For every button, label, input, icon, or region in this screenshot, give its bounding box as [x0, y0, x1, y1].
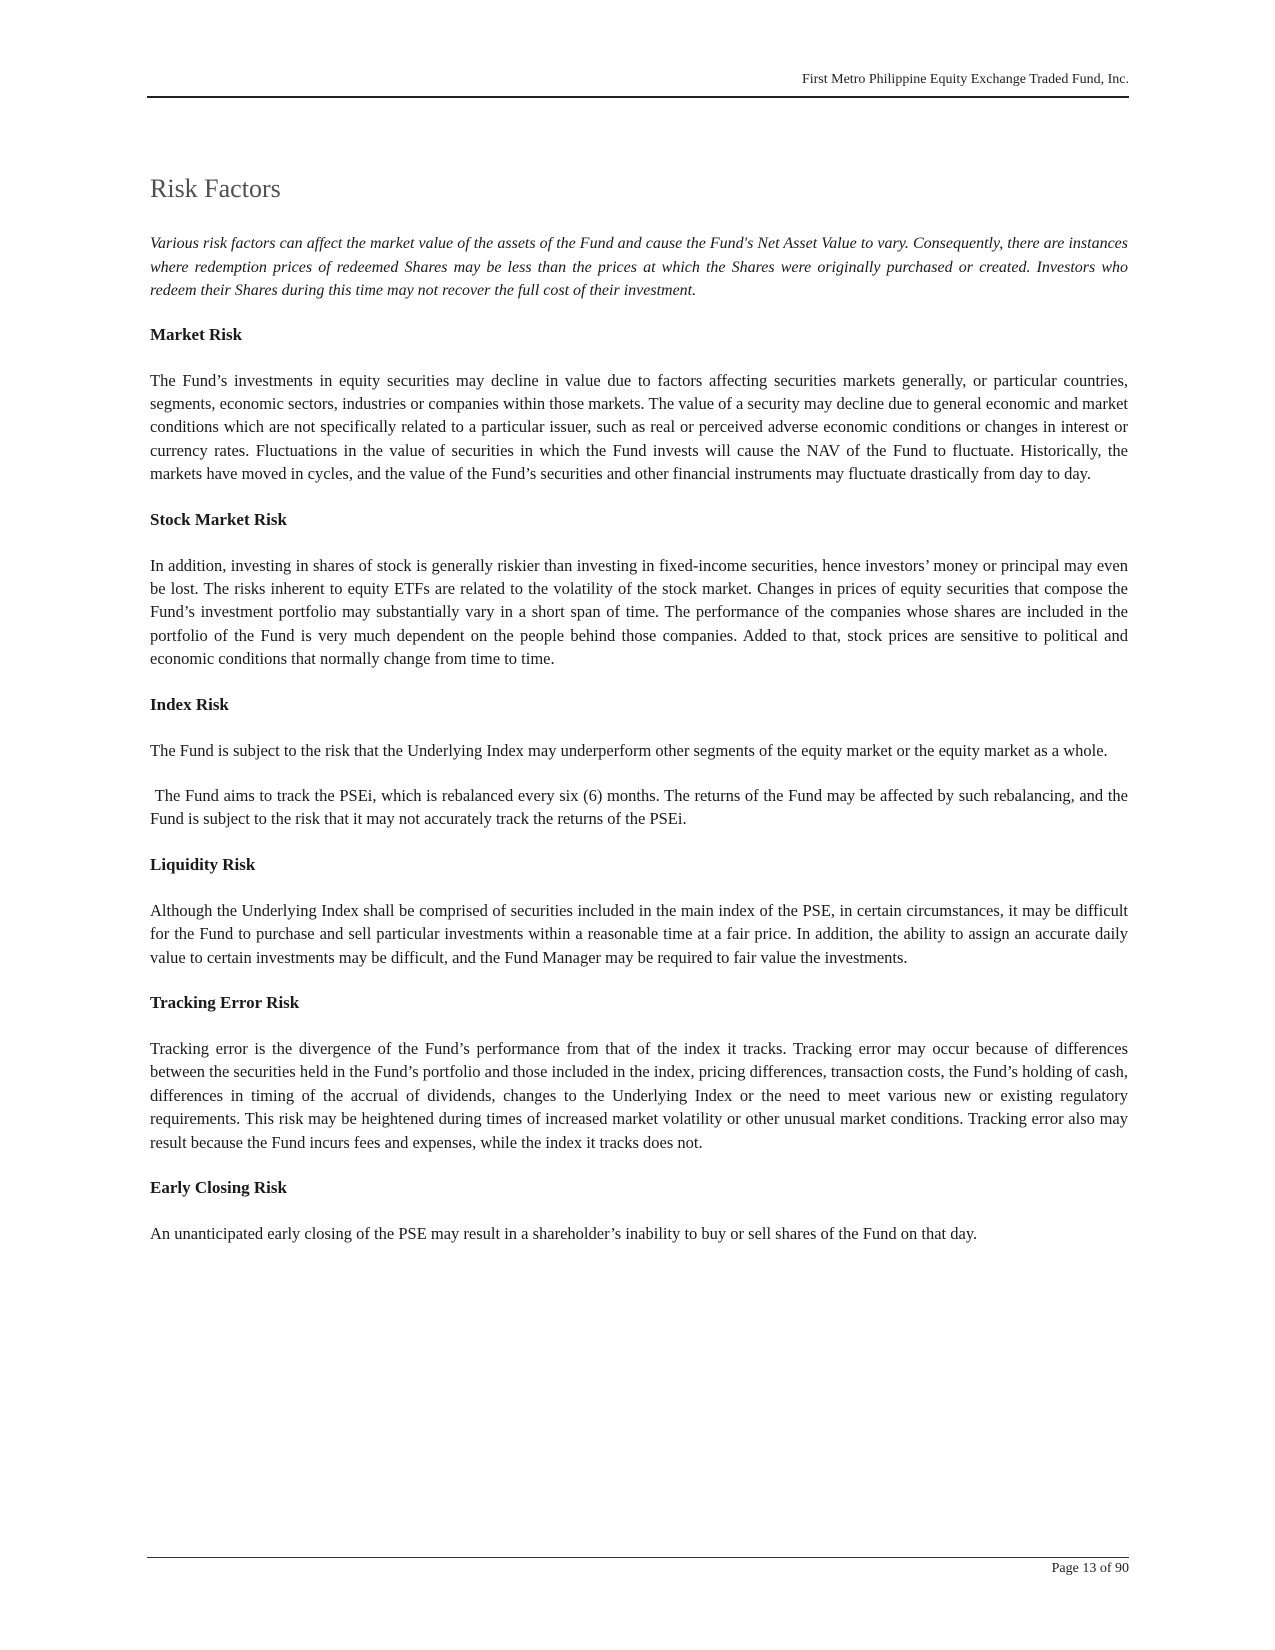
section-paragraph: Tracking error is the divergence of the Fund’s performance from that of the index it tracks. Tracking error may occur because of differences between the securities held in the Fund’s portfolio and those included in the index, pricing differences, transaction costs, the Fund’s holding of cash, differences in timing of the accrual of dividends, changes to the Underlying Index or the need to meet various new or existing regulatory requirements. This risk may be heightened during times of increased market volatility or other unusual market conditions. Tracking error also may result because the Fund incurs fees and expenses, while the index it tracks does not.: [150, 1039, 1128, 1152]
section-paragraph: The Fund aims to track the PSEi, which is rebalanced every six (6) months. The returns of the Fund may be affected by such rebalancing, and the Fund is subject to the risk that it may not accurately track the returns of the PSEi.: [150, 785, 1133, 829]
section-paragraph: Although the Underlying Index shall be comprised of securities included in the main index of the PSE, in certain circumstances, it may be difficult for the Fund to purchase and sell particular investments within a reasonable time at a fair price. In addition, the ability to assign an accurate daily value to certain investments may be difficult, and the Fund Manager may be required to fair value the investments.: [150, 900, 1128, 967]
section-stock-market-risk: [150, 508, 1128, 671]
section-heading: Liquidity Risk: [150, 854, 256, 874]
page-number: Page 13 of 90: [1051, 1561, 1129, 1576]
section-early-closing-risk: [150, 1176, 1128, 1245]
section-index-risk: [150, 693, 1133, 831]
section-heading: Early Closing Risk: [150, 1178, 287, 1198]
footer-rule: [147, 1557, 1129, 1558]
header-rule: [147, 96, 1129, 98]
running-header: First Metro Philippine Equity Exchange Traded Fund, Inc.: [801, 72, 1129, 87]
section-paragraph: The Fund is subject to the risk that the Underlying Index may underperform other segments of the equity market or the equity market as a whole.: [150, 740, 1108, 760]
section-heading: Stock Market Risk: [150, 509, 287, 529]
section-paragraph: In addition, investing in shares of stock is generally riskier than investing in fixed-income securities, hence investors’ money or principal may even be lost. The risks inherent to equity ETFs are related to the volatility of the stock market. Changes in prices of equity securities that compose the Fund’s investment portfolio may substantially vary in a short span of time. The performance of the companies whose shares are included in the portfolio of the Fund is very much dependent on the people behind those companies. Added to that, stock prices are sensitive to political and economic conditions that normally change from time to time.: [150, 555, 1128, 669]
section-paragraph: The Fund’s investments in equity securities may decline in value due to factors affecting securities markets generally, or particular countries, segments, economic sectors, industries or companies within those markets. The value of a security may decline due to general economic and market conditions which are not specifically related to a particular issuer, such as real or perceived adverse economic conditions or changes in interest or currency rates. Fluctuations in the value of securities in which the Fund invests will cause the NAV of the Fund to fluctuate. Historically, the markets have moved in cycles, and the value of the Fund’s securities and other financial instruments may fluctuate drastically from day to day.: [150, 370, 1128, 484]
section-market-risk: [150, 323, 1128, 486]
page-title: Risk Factors: [150, 174, 281, 203]
section-tracking-error-risk: [150, 991, 1128, 1154]
page-content: [150, 172, 1133, 1267]
section-liquidity-risk: [150, 853, 1128, 969]
intro-paragraph: Various risk factors can affect the market value of the assets of the Fund and cause the Fund's Net Asset Value to vary. Consequently, there are instances where redemption prices of redeemed Shares may be less than the prices at which the Shares were originally purchased or created. Investors who redeem their Shares during this time may not recover the full cost of their investment.: [150, 235, 1128, 299]
section-paragraph: An unanticipated early closing of the PSE may result in a shareholder’s inability to buy or sell shares of the Fund on that day.: [150, 1224, 978, 1244]
section-heading: Market Risk: [150, 324, 243, 344]
section-heading: Index Risk: [150, 694, 229, 714]
section-heading: Tracking Error Risk: [150, 993, 300, 1012]
